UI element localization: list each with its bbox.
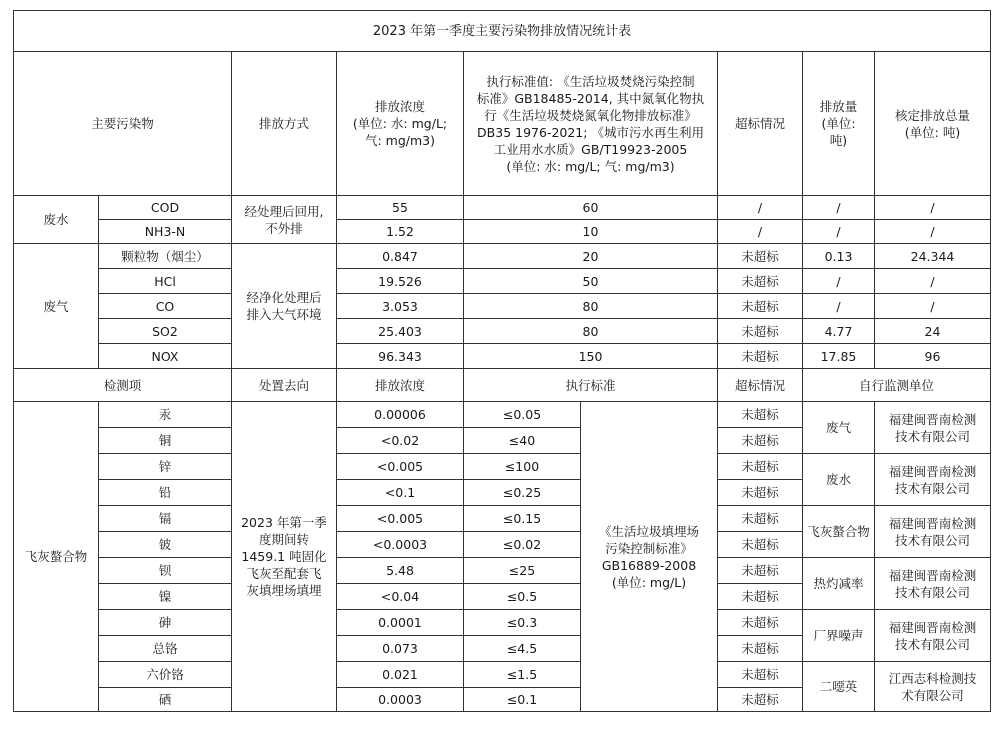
limit-cell: ≤0.05 (464, 402, 581, 428)
limit-cell: ≤40 (464, 428, 581, 454)
header2-standard: 执行标准 (464, 369, 718, 402)
limit-cell: ≤0.1 (464, 688, 581, 712)
exceed-cell: 未超标 (718, 558, 803, 584)
volume-cell: 4.77 (803, 319, 875, 344)
concentration-cell: 0.073 (337, 636, 464, 662)
flyash-standard (581, 402, 718, 712)
monitor-unit (875, 610, 991, 662)
limit-cell: ≤0.25 (464, 480, 581, 506)
title-row (14, 11, 991, 52)
flyash-standard-line1: 《生活垃圾填埋场 (598, 523, 699, 539)
header-total-line1: 核定排放总量 (894, 107, 970, 123)
flyash-standard-line4: (单位: mg/L) (611, 574, 687, 590)
exceed-cell: 未超标 (718, 402, 803, 428)
table-row (14, 196, 991, 220)
exceed-cell: 未超标 (718, 584, 803, 610)
monitor-unit-line1: 江西志科检测技 (888, 670, 977, 686)
metal-name: 锌 (99, 454, 232, 480)
concentration-cell: 3.053 (337, 294, 464, 319)
metal-name: 总铬 (99, 636, 232, 662)
concentration-cell: 55 (337, 196, 464, 220)
monitor-type: 废气 (803, 402, 875, 454)
table-row (14, 294, 991, 319)
exceed-cell: / (718, 196, 803, 220)
wastewater-method (232, 196, 337, 244)
header-standard (464, 52, 718, 196)
pollutant-report-table (13, 10, 991, 712)
table-row (14, 454, 991, 480)
pollutant-name: CO (99, 294, 232, 319)
header-volume-line3: 吨) (829, 133, 848, 148)
concentration-cell: 1.52 (337, 220, 464, 244)
volume-cell: 17.85 (803, 344, 875, 369)
monitor-unit (875, 506, 991, 558)
total-cell: / (875, 294, 991, 319)
wastegas-method (232, 244, 337, 369)
monitor-unit-line2: 技术有限公司 (894, 636, 970, 652)
header-standard-line2: 标准》GB18485-2014, 其中氮氧化物执 (476, 90, 705, 106)
header2-item: 检测项 (14, 369, 232, 402)
total-cell: 24.344 (875, 244, 991, 269)
concentration-cell: <0.02 (337, 428, 464, 454)
header-standard-line3: 行《生活垃圾焚烧氮氧化物排放标准》 (484, 107, 697, 123)
pollutant-name: SO2 (99, 319, 232, 344)
exceed-cell: 未超标 (718, 269, 803, 294)
monitor-unit-line2: 技术有限公司 (894, 532, 970, 548)
monitor-unit-line2: 术有限公司 (901, 687, 964, 703)
concentration-cell: 5.48 (337, 558, 464, 584)
header-row (14, 52, 991, 196)
exceed-cell: 未超标 (718, 244, 803, 269)
flyash-disposal-line1: 2023 年第一季 (241, 515, 327, 530)
metal-name: 镍 (99, 584, 232, 610)
concentration-cell: <0.005 (337, 454, 464, 480)
metal-name: 铍 (99, 532, 232, 558)
table-row (14, 558, 991, 584)
exceed-cell: 未超标 (718, 480, 803, 506)
exceed-cell: 未超标 (718, 688, 803, 712)
metal-name: 钡 (99, 558, 232, 584)
standard-cell: 10 (464, 220, 718, 244)
metal-name: 硒 (99, 688, 232, 712)
metal-name: 铜 (99, 428, 232, 454)
limit-cell: ≤4.5 (464, 636, 581, 662)
header-standard-line4: DB35 1976-2021; 《城市污水再生利用 (477, 124, 704, 140)
concentration-cell: 25.403 (337, 319, 464, 344)
table-row (14, 269, 991, 294)
flyash-disposal-line5: 灰填埋场填埋 (246, 583, 322, 598)
total-cell: / (875, 220, 991, 244)
concentration-cell: 96.343 (337, 344, 464, 369)
concentration-cell: 0.0001 (337, 610, 464, 636)
header-concentration-line2: (单位: 水: mg/L; (352, 116, 448, 131)
header-concentration-line3: 气: mg/m3) (364, 133, 435, 148)
header-volume (803, 52, 875, 196)
concentration-cell: <0.005 (337, 506, 464, 532)
concentration-cell: <0.1 (337, 480, 464, 506)
table-row (14, 506, 991, 532)
table-row (14, 662, 991, 688)
exceed-cell: 未超标 (718, 319, 803, 344)
monitor-unit (875, 558, 991, 610)
flyash-category: 飞灰螯合物 (14, 402, 99, 712)
wastegas-method-line1: 经净化处理后 (246, 290, 322, 305)
wastegas-method-line2: 排入大气环境 (246, 307, 322, 322)
flyash-disposal (232, 402, 337, 712)
header-total-line2: (单位: 吨) (904, 124, 961, 140)
header-method: 排放方式 (232, 52, 337, 196)
table-row (14, 344, 991, 369)
metal-name: 铅 (99, 480, 232, 506)
total-cell: 24 (875, 319, 991, 344)
limit-cell: ≤0.15 (464, 506, 581, 532)
concentration-cell: 0.847 (337, 244, 464, 269)
exceed-cell: 未超标 (718, 428, 803, 454)
volume-cell: 0.13 (803, 244, 875, 269)
pollutant-name: NOX (99, 344, 232, 369)
header-concentration (337, 52, 464, 196)
exceed-cell: 未超标 (718, 636, 803, 662)
volume-cell: / (803, 220, 875, 244)
standard-cell: 60 (464, 196, 718, 220)
header-pollutant: 主要污染物 (14, 52, 232, 196)
table-row (14, 610, 991, 636)
monitor-unit-line1: 福建闽晋南检测 (888, 619, 977, 635)
monitor-unit-line1: 福建闽晋南检测 (888, 463, 977, 479)
table-row (14, 319, 991, 344)
wastewater-method-line2: 不外排 (265, 220, 303, 236)
monitor-type: 飞灰螯合物 (803, 506, 875, 558)
header2-concentration: 排放浓度 (337, 369, 464, 402)
monitor-type: 二噁英 (803, 662, 875, 712)
report-title: 2023 年第一季度主要污染物排放情况统计表 (14, 11, 991, 52)
header-exceed: 超标情况 (718, 52, 803, 196)
standard-cell: 80 (464, 319, 718, 344)
limit-cell: ≤0.5 (464, 584, 581, 610)
standard-cell: 150 (464, 344, 718, 369)
header-standard-line5: 工业用水水质》GB/T19923-2005 (493, 141, 688, 157)
flyash-disposal-line4: 飞灰至配套飞 (246, 566, 322, 581)
total-cell: / (875, 196, 991, 220)
metal-name: 汞 (99, 402, 232, 428)
monitor-unit-line2: 技术有限公司 (894, 480, 970, 496)
total-cell: / (875, 269, 991, 294)
flyash-standard-line3: GB16889-2008 (601, 557, 697, 573)
header-standard-line6: (单位: 水: mg/L; 气: mg/m3) (506, 158, 675, 174)
metal-name: 镉 (99, 506, 232, 532)
wastewater-method-line1: 经处理后回用, (244, 203, 324, 219)
limit-cell: ≤0.02 (464, 532, 581, 558)
monitor-unit (875, 662, 991, 712)
table-row (14, 220, 991, 244)
header2-exceed: 超标情况 (718, 369, 803, 402)
wastegas-category: 废气 (14, 244, 99, 369)
header-volume-line2: (单位: (821, 116, 856, 131)
flyash-disposal-line2: 度期间转 (258, 532, 309, 547)
exceed-cell: 未超标 (718, 610, 803, 636)
flyash-disposal-line3: 1459.1 吨固化 (241, 549, 327, 564)
standard-cell: 20 (464, 244, 718, 269)
pollutant-name: 颗粒物（烟尘） (99, 244, 232, 269)
standard-cell: 50 (464, 269, 718, 294)
header-standard-line1: 执行标准值: 《生活垃圾焚烧污染控制 (486, 73, 695, 89)
volume-cell: / (803, 294, 875, 319)
header2-monitor: 自行监测单位 (803, 369, 991, 402)
total-cell: 96 (875, 344, 991, 369)
concentration-cell: <0.04 (337, 584, 464, 610)
header-concentration-line1: 排放浓度 (374, 99, 425, 114)
monitor-unit (875, 402, 991, 454)
monitor-unit-line1: 福建闽晋南检测 (888, 411, 977, 427)
metal-name: 砷 (99, 610, 232, 636)
monitor-type: 厂界噪声 (803, 610, 875, 662)
volume-cell: / (803, 269, 875, 294)
exceed-cell: 未超标 (718, 506, 803, 532)
concentration-cell: 0.0003 (337, 688, 464, 712)
limit-cell: ≤1.5 (464, 662, 581, 688)
monitor-unit-line1: 福建闽晋南检测 (888, 515, 977, 531)
header-total (875, 52, 991, 196)
limit-cell: ≤0.3 (464, 610, 581, 636)
concentration-cell: 19.526 (337, 269, 464, 294)
exceed-cell: 未超标 (718, 344, 803, 369)
exceed-cell: 未超标 (718, 662, 803, 688)
pollutant-name: NH3-N (99, 220, 232, 244)
flyash-standard-line2: 污染控制标准》 (605, 540, 693, 556)
header2-disposal: 处置去向 (232, 369, 337, 402)
monitor-unit-line2: 技术有限公司 (894, 584, 970, 600)
limit-cell: ≤100 (464, 454, 581, 480)
metal-name: 六价铬 (99, 662, 232, 688)
pollutant-name: COD (99, 196, 232, 220)
concentration-cell: 0.00006 (337, 402, 464, 428)
monitor-unit-line1: 福建闽晋南检测 (888, 567, 977, 583)
exceed-cell: 未超标 (718, 532, 803, 558)
table-row (14, 244, 991, 269)
table-row (14, 402, 991, 428)
concentration-cell: <0.0003 (337, 532, 464, 558)
exceed-cell: 未超标 (718, 294, 803, 319)
pollutant-name: HCl (99, 269, 232, 294)
monitor-unit-line2: 技术有限公司 (894, 428, 970, 444)
limit-cell: ≤25 (464, 558, 581, 584)
wastewater-category: 废水 (14, 196, 99, 244)
monitor-type: 热灼减率 (803, 558, 875, 610)
header-volume-line1: 排放量 (819, 99, 858, 114)
monitor-unit (875, 454, 991, 506)
standard-cell: 80 (464, 294, 718, 319)
monitor-type: 废水 (803, 454, 875, 506)
concentration-cell: 0.021 (337, 662, 464, 688)
exceed-cell: 未超标 (718, 454, 803, 480)
fly-ash-header-row (14, 369, 991, 402)
exceed-cell: / (718, 220, 803, 244)
volume-cell: / (803, 196, 875, 220)
